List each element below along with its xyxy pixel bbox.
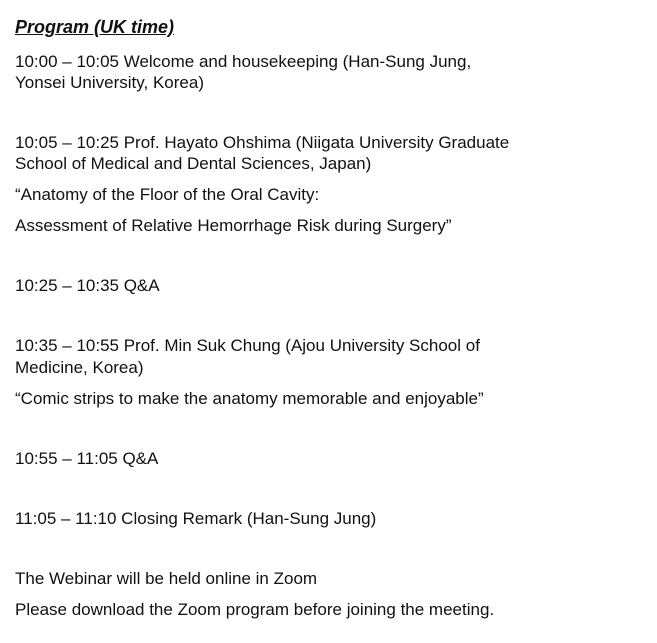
item-welcome-line1: 10:00 – 10:05 Welcome and housekeeping (Han-Sung Jung,: [15, 52, 472, 71]
item-ohshima-line2: School of Medical and Dental Sciences, Japan): [15, 154, 372, 173]
item-chung-line1: 10:35 – 10:55 Prof. Min Suk Chung (Ajou University School of: [15, 336, 480, 355]
item-chung-line2: Medicine, Korea): [15, 358, 144, 377]
footer-download-note: Please download the Zoom program before joining the meeting.: [15, 600, 495, 619]
item-welcome-line2: Yonsei University, Korea): [15, 73, 204, 92]
program-title: Program (UK time): [15, 17, 175, 37]
item-ohshima-line1: 10:05 – 10:25 Prof. Hayato Ohshima (Niigata University Graduate: [15, 133, 510, 152]
item-closing: 11:05 – 11:10 Closing Remark (Han-Sung Jung): [15, 509, 377, 528]
talk-title-chung: “Comic strips to make the anatomy memorable and enjoyable”: [15, 389, 484, 408]
item-qa-2: 10:55 – 11:05 Q&A: [15, 449, 159, 468]
item-qa-1: 10:25 – 10:35 Q&A: [15, 276, 160, 295]
talk-title-ohshima-line2: Assessment of Relative Hemorrhage Risk during Surgery”: [15, 216, 452, 235]
footer-zoom-note: The Webinar will be held online in Zoom: [15, 569, 318, 588]
talk-title-ohshima-line1: “Anatomy of the Floor of the Oral Cavity:: [15, 185, 320, 204]
